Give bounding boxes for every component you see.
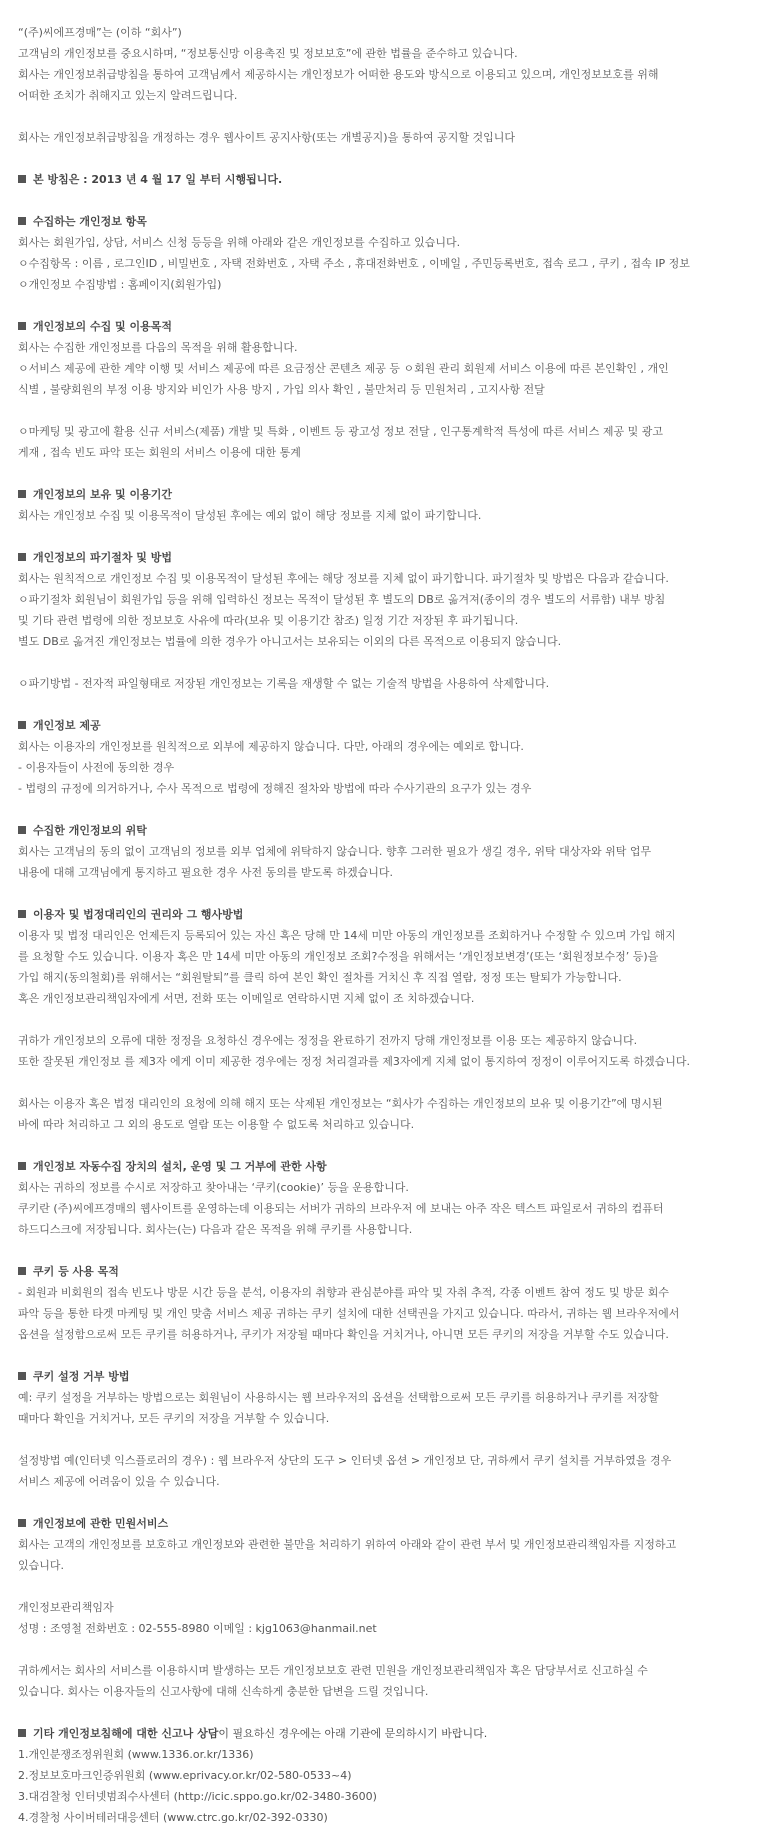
- section-line: 예: 쿠키 설정을 거부하는 방법으로는 회원님이 사용하시는 웹 브라우저의 옵션을 선택함으로써 모든 쿠키를 허용하거나 쿠키를 저장할: [18, 1391, 659, 1404]
- policy-section: [18, 547, 756, 694]
- blank-line: [18, 148, 756, 169]
- section-title: 개인정보의 보유 및 이용기간: [33, 488, 172, 501]
- blank-line: [18, 1072, 756, 1093]
- section-line: 쿠키란 (주)씨에프경매의 웹사이트를 운영하는데 이용되는 서버가 귀하의 브라우저 에 보내는 아주 작은 텍스트 파일로서 귀하의 컴퓨터: [18, 1202, 664, 1215]
- policy-section: [18, 820, 756, 883]
- section-heading: [18, 820, 756, 841]
- section-line: ㅇ파기방법 - 전자적 파일형태로 저장된 개인정보는 기록을 재생할 수 없는 기술적 방법을 사용하여 삭제합니다.: [18, 677, 550, 690]
- section-title: 개인정보에 관한 민원서비스: [33, 1517, 169, 1530]
- section-line: 설정방법 예(인터넷 익스플로러의 경우) : 웹 브라우저 상단의 도구 > 인터넷 옵션 > 개인정보 단, 귀하께서 쿠키 설치를 거부하였을 경우: [18, 1454, 672, 1467]
- section-line: 회사는 원칙적으로 개인정보 수집 및 이용목적이 달성된 후에는 해당 정보를 지체 없이 파기합니다. 파기절차 및 방법은 다음과 같습니다.: [18, 572, 669, 585]
- section-line: 내용에 대해 고객님에게 통지하고 필요한 경우 사전 동의를 받도록 하겠습니다.: [18, 866, 393, 879]
- policy-section: [18, 1366, 756, 1492]
- policy-section: [18, 715, 756, 799]
- blank-line: [18, 1702, 756, 1723]
- section-heading: [18, 211, 756, 232]
- blank-line: [18, 526, 756, 547]
- section-line: 1.개인분쟁조정위원회 (www.1336.or.kr/1336): [18, 1748, 254, 1761]
- blank-line: [18, 799, 756, 820]
- square-bullet-icon: [18, 1267, 26, 1275]
- section-line: 혹은 개인정보관리책임자에게 서면, 전화 또는 이메일로 연락하시면 지체 없이 조 치하겠습니다.: [18, 992, 475, 1005]
- intro-line: 회사는 개인정보취급방침을 통하여 고객님께서 제공하시는 개인정보가 어떠한 용도와 방식으로 이용되고 있으며, 개인정보보호를 위해: [18, 68, 659, 81]
- policy-section: [18, 484, 756, 526]
- section-title: 개인정보 자동수집 장치의 설치, 운영 및 그 거부에 관한 사항: [33, 1160, 327, 1173]
- blank-line: [18, 1492, 756, 1513]
- section-line: ㅇ개인정보 수집방법 : 홈페이지(회원가입): [18, 278, 222, 291]
- section-line: 또한 잘못된 개인정보 를 제3자 에게 이미 제공한 경우에는 정정 처리결과를 제3자에게 지체 없이 통지하여 정정이 이루어지도록 하겠습니다.: [18, 1055, 690, 1068]
- section-title: 쿠키 등 사용 목적: [33, 1265, 119, 1278]
- section-heading: [18, 484, 756, 505]
- section-line: 식별 , 불량회원의 부정 이용 방지와 비인가 사용 방지 , 가입 의사 확인 , 불만처리 등 민원처리 , 고지사항 전달: [18, 383, 545, 396]
- section-heading: [18, 1261, 756, 1282]
- blank-line: [18, 652, 756, 673]
- intro-line: 어떠한 조치가 취해지고 있는지 알려드립니다.: [18, 89, 238, 102]
- section-line: 별도 DB로 옮겨진 개인정보는 법률에 의한 경우가 아니고서는 보유되는 이외의 다른 목적으로 이용되지 않습니다.: [18, 635, 562, 648]
- blank-line: [18, 1009, 756, 1030]
- section-title: 수집한 개인정보의 위탁: [33, 824, 147, 837]
- section-line: - 회원과 비회원의 접속 빈도나 방문 시간 등을 분석, 이용자의 취향과 관심분야를 파악 및 자취 추적, 각종 이벤트 참여 정도 및 방문 회수: [18, 1286, 670, 1299]
- section-heading: [18, 1723, 756, 1744]
- section-line: 귀하가 개인정보의 오류에 대한 정정을 요청하신 경우에는 정정을 완료하기 전까지 당해 개인정보를 이용 또는 제공하지 않습니다.: [18, 1034, 638, 1047]
- section-title: 수집하는 개인정보 항목: [33, 215, 147, 228]
- blank-line: [18, 1240, 756, 1261]
- section-line: 귀하께서는 회사의 서비스를 이용하시며 발생하는 모든 개인정보보호 관련 민원을 개인정보관리책임자 혹은 담당부서로 신고하실 수: [18, 1664, 648, 1677]
- intro-block: [18, 22, 756, 148]
- blank-line: [18, 106, 756, 127]
- section-line: 성명 : 조영철 전화번호 : 02-555-8980 이메일 : kjg1063@hanmail.net: [18, 1622, 377, 1635]
- section-line: 회사는 회원가입, 상담, 서비스 신청 등등을 위해 아래와 같은 개인정보를 수집하고 있습니다.: [18, 236, 461, 249]
- blank-line: [18, 295, 756, 316]
- section-line: 개인정보관리책임자: [18, 1601, 114, 1614]
- policy-section: [18, 1513, 756, 1702]
- section-heading: [18, 547, 756, 568]
- section-line: 있습니다.: [18, 1559, 65, 1572]
- intro-line: 회사는 개인정보취급방침을 개정하는 경우 웹사이트 공지사항(또는 개별공지)을 통하여 공지할 것입니다: [18, 131, 515, 144]
- section-title: 쿠키 설정 거부 방법: [33, 1370, 130, 1383]
- square-bullet-icon: [18, 490, 26, 498]
- policy-section: [18, 1156, 756, 1240]
- square-bullet-icon: [18, 1162, 26, 1170]
- policy-section: [18, 1261, 756, 1345]
- section-title: 기타 개인정보침해에 대한 신고나 상담: [33, 1727, 219, 1740]
- blank-line: [18, 190, 756, 211]
- section-title-suffix: 이 필요하신 경우에는 아래 기관에 문의하시기 바랍니다.: [218, 1727, 488, 1740]
- section-line: 파악 등을 통한 타겟 마케팅 및 개인 맞춤 서비스 제공 귀하는 쿠키 설치에 대한 선택권을 가지고 있습니다. 따라서, 귀하는 웹 브라우저에서: [18, 1307, 680, 1320]
- section-line: 회사는 이용자 혹은 법정 대리인의 요청에 의해 해지 또는 삭제된 개인정보는 “회사가 수집하는 개인정보의 보유 및 이용기간”에 명시된: [18, 1097, 663, 1110]
- section-line: 하드디스크에 저장됩니다. 회사는(는) 다음과 같은 목적을 위해 쿠키를 사용합니다.: [18, 1223, 413, 1236]
- square-bullet-icon: [18, 553, 26, 561]
- blank-line: [18, 883, 756, 904]
- section-heading: [18, 904, 756, 925]
- section-line: 및 기타 관련 법령에 의한 정보보호 사유에 따라(보유 및 이용기간 참조) 일정 기간 저장된 후 파기됩니다.: [18, 614, 519, 627]
- blank-line: [18, 1135, 756, 1156]
- policy-sections: [18, 190, 756, 1828]
- section-title: 개인정보의 수집 및 이용목적: [33, 320, 172, 333]
- section-heading: [18, 1513, 756, 1534]
- policy-section: [18, 211, 756, 295]
- section-line: 게재 , 접속 빈도 파악 또는 회원의 서비스 이용에 대한 통계: [18, 446, 301, 459]
- square-bullet-icon: [18, 826, 26, 834]
- section-title: 개인정보 제공: [33, 719, 101, 732]
- section-heading: [18, 715, 756, 736]
- square-bullet-icon: [18, 217, 26, 225]
- square-bullet-icon: [18, 322, 26, 330]
- section-line: 를 요청할 수도 있습니다. 이용자 혹은 만 14세 미만 아동의 개인정보 조회?수정을 위해서는 ‘개인정보변경’(또는 ‘회원정보수정’ 등)을: [18, 950, 659, 963]
- section-line: 회사는 고객님의 동의 없이 고객님의 정보를 외부 업체에 위탁하지 않습니다. 향후 그러한 필요가 생길 경우, 위탁 대상자와 위탁 업무: [18, 845, 652, 858]
- effective-date-block: [18, 169, 756, 190]
- effective-date-text: 본 방침은 : 2013 년 4 월 17 일 부터 시행됩니다.: [33, 173, 283, 186]
- section-line: 4.경찰청 사이버테러대응센터 (www.ctrc.go.kr/02-392-0330): [18, 1811, 328, 1824]
- section-title: 개인정보의 파기절차 및 방법: [33, 551, 172, 564]
- section-line: ㅇ파기절차 회원님이 회원가입 등을 위해 입력하신 정보는 목적이 달성된 후 별도의 DB로 옮겨져(종이의 경우 별도의 서류함) 내부 방침: [18, 593, 666, 606]
- policy-section: [18, 316, 756, 463]
- blank-line: [18, 400, 756, 421]
- section-line: ㅇ수집항목 : 이름 , 로그인ID , 비밀번호 , 자택 전화번호 , 자택 주소 , 휴대전화번호 , 이메일 , 주민등록번호, 접속 로그 , 쿠키 , 접속 IP 정보: [18, 257, 690, 270]
- section-line: 회사는 개인정보 수집 및 이용목적이 달성된 후에는 예외 없이 해당 정보를 지체 없이 파기합니다.: [18, 509, 482, 522]
- section-line: ㅇ마케팅 및 광고에 활용 신규 서비스(제품) 개발 및 특화 , 이벤트 등 광고성 정보 전달 , 인구통계학적 특성에 따른 서비스 제공 및 광고: [18, 425, 664, 438]
- square-bullet-icon: [18, 175, 26, 183]
- square-bullet-icon: [18, 910, 26, 918]
- section-line: 회사는 고객의 개인정보를 보호하고 개인정보와 관련한 불만을 처리하기 위하여 아래와 같이 관련 부서 및 개인정보관리책임자를 지정하고: [18, 1538, 677, 1551]
- policy-section: [18, 904, 756, 1135]
- blank-line: [18, 1639, 756, 1660]
- section-line: 때마다 확인을 거치거나, 모든 쿠키의 저장을 거부할 수 있습니다.: [18, 1412, 330, 1425]
- section-heading: [18, 1366, 756, 1387]
- blank-line: [18, 1429, 756, 1450]
- section-line: 회사는 수집한 개인정보를 다음의 목적을 위해 활용합니다.: [18, 341, 298, 354]
- section-heading: [18, 1156, 756, 1177]
- section-line: - 이용자들이 사전에 동의한 경우: [18, 761, 175, 774]
- section-line: 이용자 및 법정 대리인은 언제든지 등록되어 있는 자신 혹은 당해 만 14세 미만 아동의 개인정보를 조회하거나 수정할 수 있으며 가입 해지: [18, 929, 676, 942]
- section-line: 가입 해지(동의철회)를 위해서는 “회원탈퇴”를 클릭 하여 본인 확인 절차를 거치신 후 직접 열람, 정정 또는 탈퇴가 가능합니다.: [18, 971, 622, 984]
- blank-line: [18, 694, 756, 715]
- intro-line: “(주)씨에프경매”는 (이하 “회사”): [18, 26, 182, 39]
- policy-section: [18, 1723, 756, 1828]
- section-line: 서비스 제공에 어려움이 있을 수 있습니다.: [18, 1475, 220, 1488]
- section-line: 바에 따라 처리하고 그 외의 용도로 열람 또는 이용할 수 없도록 처리하고 있습니다.: [18, 1118, 415, 1131]
- intro-line: 고객님의 개인정보를 중요시하며, “정보통신망 이용촉진 및 정보보호”에 관한 법률을 준수하고 있습니다.: [18, 47, 518, 60]
- blank-line: [18, 1576, 756, 1597]
- section-line: 3.대검찰청 인터넷범죄수사센터 (http://icic.sppo.go.kr/02-3480-3600): [18, 1790, 377, 1803]
- square-bullet-icon: [18, 1372, 26, 1380]
- section-line: 있습니다. 회사는 이용자들의 신고사항에 대해 신속하게 충분한 답변을 드릴 것입니다.: [18, 1685, 429, 1698]
- section-line: 회사는 이용자의 개인정보를 원칙적으로 외부에 제공하지 않습니다. 다만, 아래의 경우에는 예외로 합니다.: [18, 740, 524, 753]
- blank-line: [18, 463, 756, 484]
- section-line: - 법령의 규정에 의거하거나, 수사 목적으로 법령에 정해진 절차와 방법에 따라 수사기관의 요구가 있는 경우: [18, 782, 532, 795]
- section-line: ㅇ서비스 제공에 관한 계약 이행 및 서비스 제공에 따른 요금정산 콘텐츠 제공 등 ㅇ회원 관리 회원제 서비스 이용에 따른 본인확인 , 개인: [18, 362, 669, 375]
- square-bullet-icon: [18, 1519, 26, 1527]
- square-bullet-icon: [18, 721, 26, 729]
- section-heading: [18, 316, 756, 337]
- section-line: 회사는 귀하의 정보를 수시로 저장하고 찾아내는 ‘쿠키(cookie)’ 등을 운용합니다.: [18, 1181, 409, 1194]
- blank-line: [18, 1345, 756, 1366]
- section-line: 옵션을 설정함으로써 모든 쿠키를 허용하거나, 쿠키가 저장될 때마다 확인을 거치거나, 아니면 모든 쿠키의 저장을 거부할 수도 있습니다.: [18, 1328, 669, 1341]
- square-bullet-icon: [18, 1729, 26, 1737]
- section-title: 이용자 및 법정대리인의 권리와 그 행사방법: [33, 908, 244, 921]
- effective-date-heading: [18, 169, 756, 190]
- section-line: 2.정보보호마크인증위원회 (www.eprivacy.or.kr/02-580-0533~4): [18, 1769, 352, 1782]
